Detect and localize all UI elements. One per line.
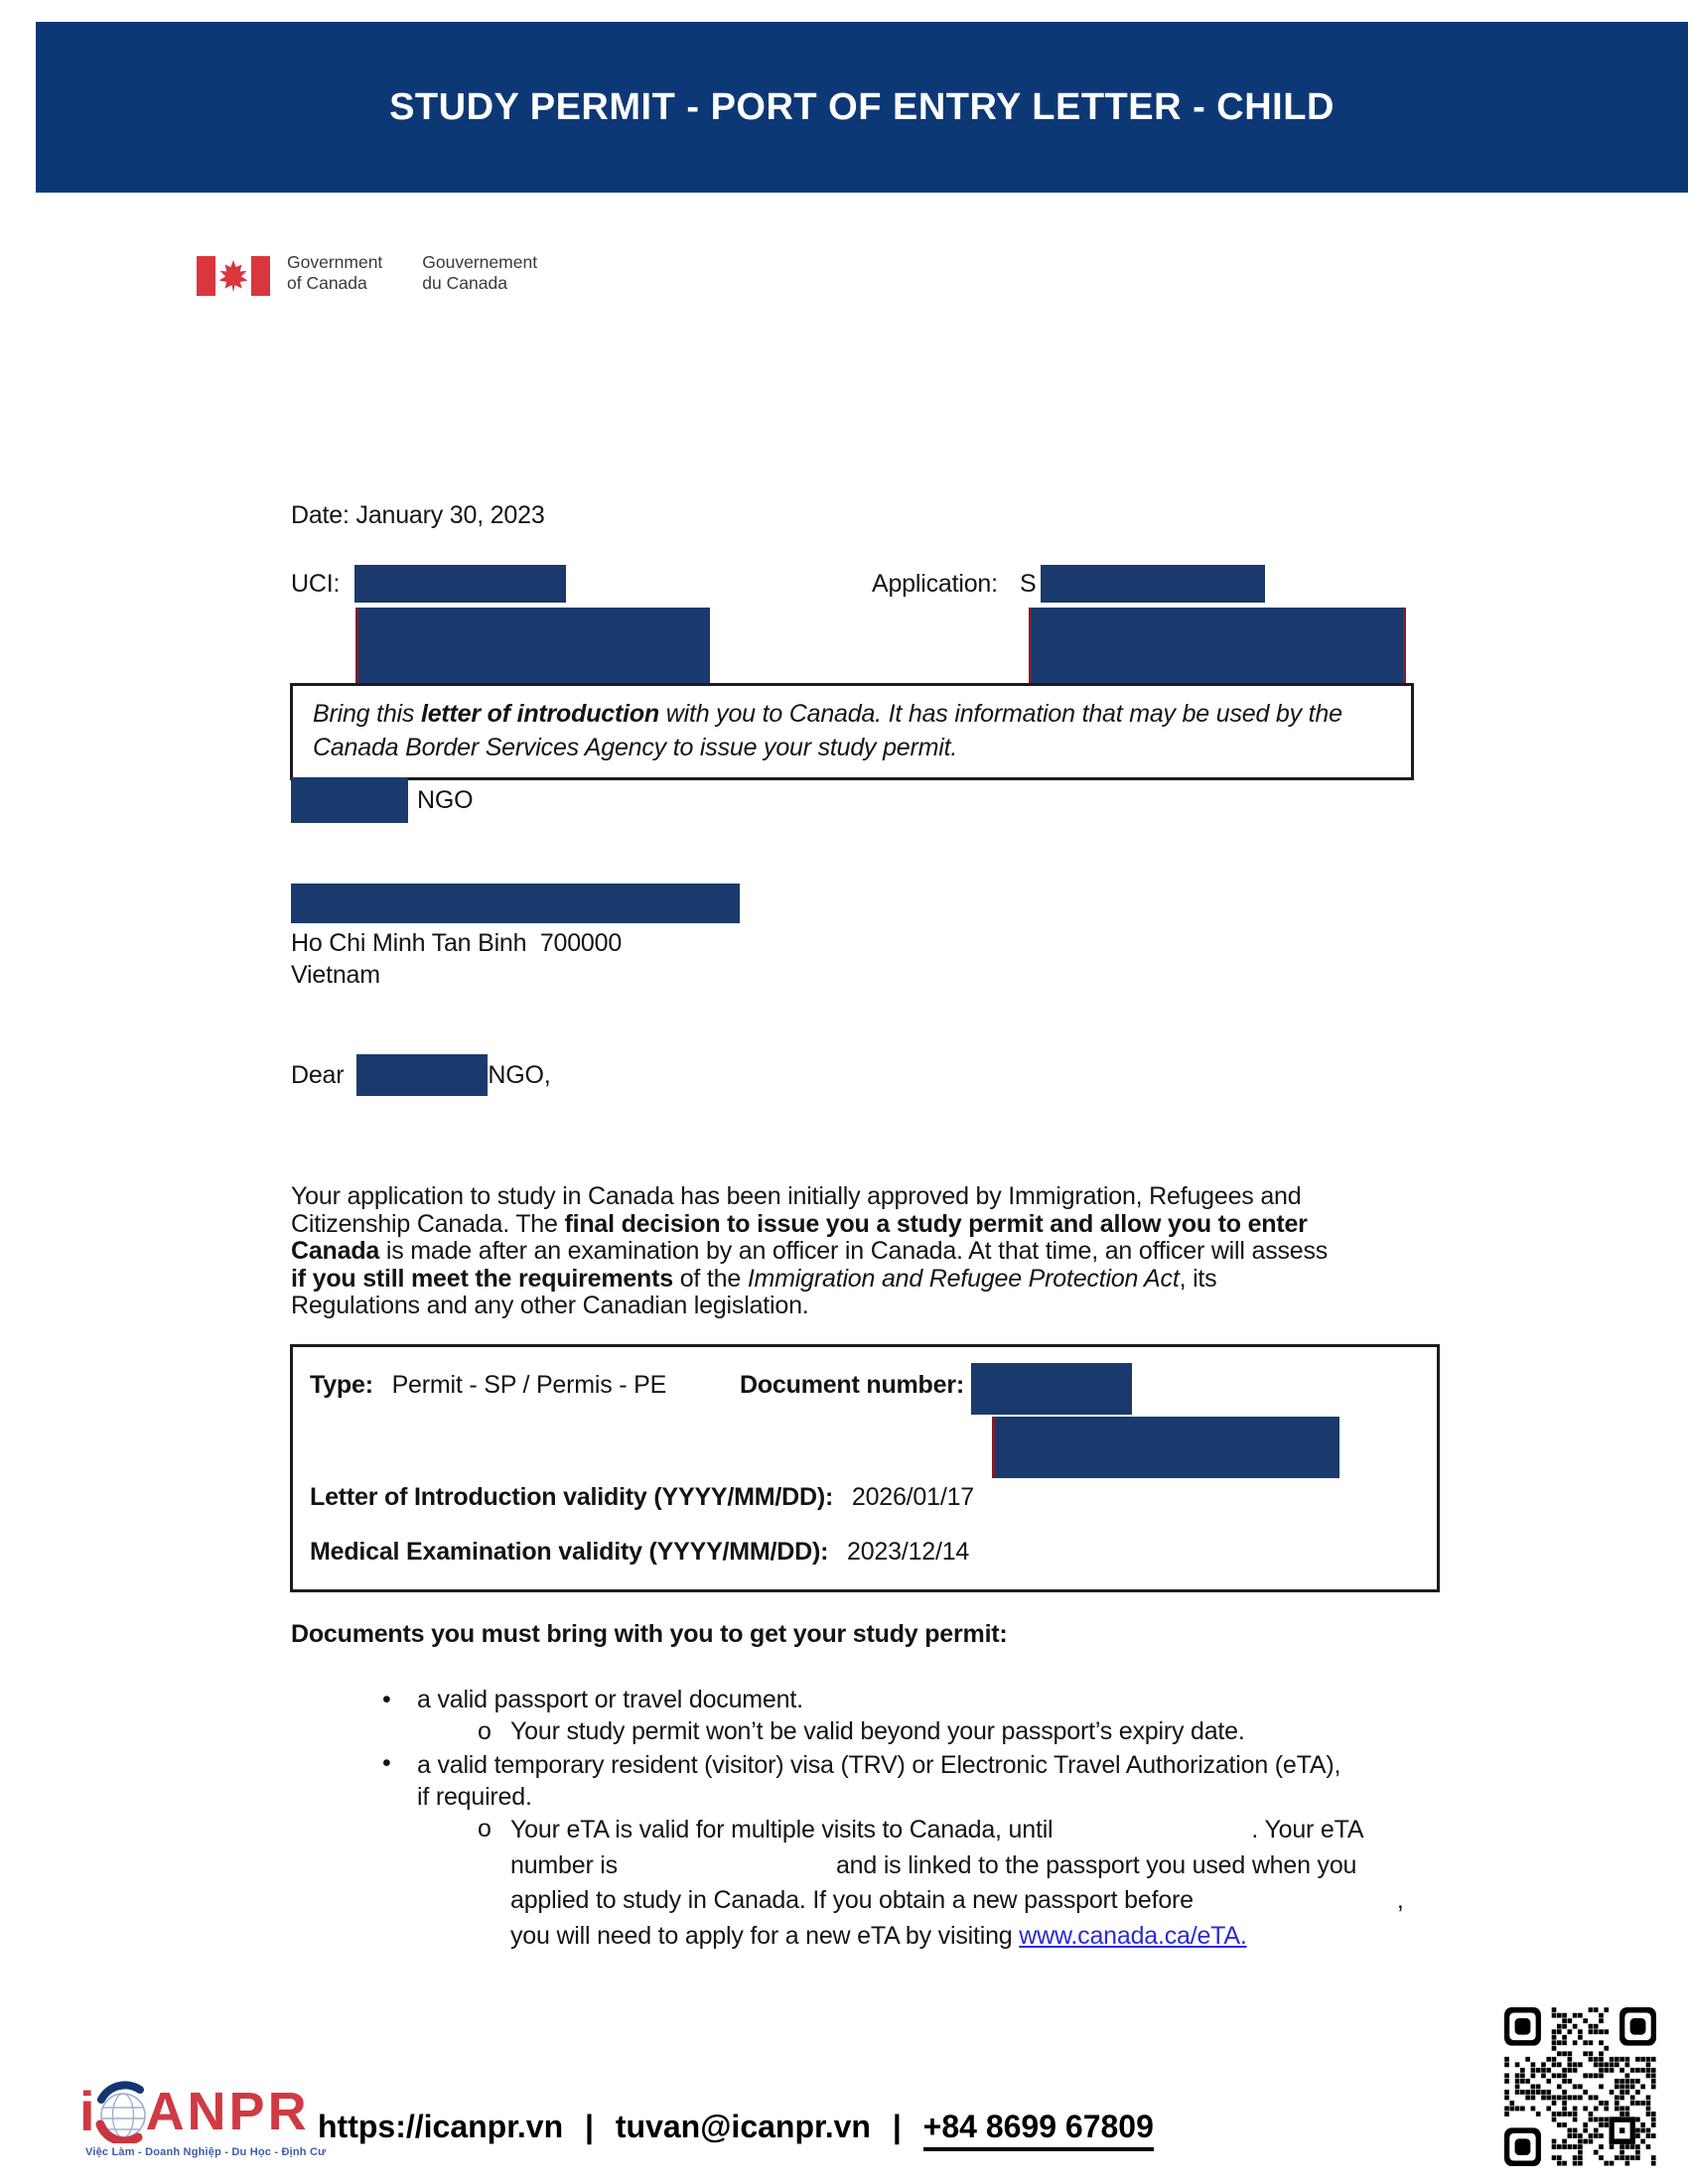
uci-label: UCI:: [291, 570, 341, 598]
globe-icon: [92, 2080, 154, 2143]
application-redaction: [1041, 565, 1265, 603]
date-line: [291, 501, 545, 530]
separator: |: [892, 2109, 902, 2144]
sub-bullet-marker-1: o: [478, 1717, 492, 1745]
recipient-surname: NGO: [417, 785, 474, 814]
logo-letter-i: i: [79, 2080, 95, 2142]
salutation-line: [291, 1052, 550, 1098]
contact-line: [318, 2109, 1154, 2145]
salutation-suffix: NGO,: [488, 1060, 551, 1089]
recipient-name-redaction: [291, 777, 408, 823]
phone-link[interactable]: +84 8699 67809: [923, 2109, 1154, 2151]
document-number-line: [740, 1371, 998, 1400]
canada-eta-link[interactable]: www.canada.ca/eTA.: [1019, 1921, 1247, 1950]
medical-validity-value: 2023/12/14: [847, 1538, 970, 1566]
application-label: Application:: [872, 570, 998, 598]
website-link[interactable]: https://icanpr.vn: [318, 2109, 564, 2144]
header-banner: [36, 22, 1688, 193]
permit-detail-redaction: [992, 1417, 1339, 1478]
uci-detail-redaction: [355, 608, 710, 683]
separator: |: [585, 2109, 594, 2144]
bullet-icon-2: •: [382, 1749, 391, 1777]
email-link[interactable]: tuvan@icanpr.vn: [615, 2109, 871, 2144]
uci-redaction: [354, 565, 566, 603]
permit-details-box: [290, 1344, 1440, 1592]
medical-validity-line: [310, 1538, 969, 1567]
sub-bullet-eta-paragraph: Your eTA is valid for multiple visits to Canada, until . Your eTA number is and is linked to the passport you used when you applied to study in Canada. If you obtain a new passport before , you will need to apply for a new eTA by visiting www.canada.ca/eTA.: [510, 1816, 1404, 1950]
permit-type-line: [310, 1371, 666, 1400]
page-title: STUDY PERMIT - PORT OF ENTRY LETTER - CHILD: [389, 85, 1335, 128]
brand-tagline: Việc Làm - Doanh Nghiệp - Du Học - Định Cư: [85, 2146, 327, 2158]
address-country: Vietnam: [291, 961, 380, 989]
bullet-item-passport: a valid passport or travel document.: [417, 1686, 803, 1713]
gov-wordmark-fr-line1: Gouvernement: [422, 252, 538, 272]
recipient-name-line: [291, 776, 473, 824]
application-number-prefix: S: [1020, 570, 1037, 598]
document-number-redaction: [971, 1363, 1132, 1415]
icanpr-brand-logo: [79, 2079, 310, 2143]
gov-wordmark-en-line1: Government: [287, 252, 383, 272]
address-city-line: Ho Chi Minh Tan Binh 700000: [291, 929, 623, 957]
address-redaction: [291, 884, 740, 923]
documents-heading: Documents you must bring with you to get your study permit:: [291, 1620, 1008, 1648]
canada-flag-icon: [197, 256, 270, 296]
government-of-canada-signature: [197, 252, 537, 296]
bullet-icon-1: •: [382, 1686, 391, 1713]
date-label: Date:: [291, 501, 350, 529]
type-value: Permit - SP / Permis - PE: [391, 1371, 667, 1399]
salutation-prefix: Dear: [291, 1060, 345, 1089]
type-label: Type:: [310, 1371, 373, 1399]
gov-wordmark-fr-line2: du Canada: [422, 273, 507, 293]
gov-wordmark-french: [422, 252, 537, 294]
sub-bullet-passport-expiry: Your study permit won’t be valid beyond your passport’s expiry date.: [510, 1717, 1245, 1745]
qr-code: [1504, 2007, 1656, 2166]
gov-wordmark-english: [287, 252, 382, 294]
application-detail-redaction: [1029, 608, 1406, 683]
salutation-name-redaction: [356, 1054, 488, 1096]
loi-validity-value: 2026/01/17: [851, 1483, 974, 1511]
loi-validity-line: [310, 1483, 974, 1512]
document-number-label: Document number:: [740, 1371, 964, 1399]
intro-paragraph: Your application to study in Canada has been initially approved by Immigration, Refugees and Citizenship Canada. The final decision to issue you a study permit and allow you to enter Canada is made after an examination by an officer in Canada. At that time, an officer will assess if you still meet the requirements of the Immigration and Refugee Protection Act, its Regulations and any other Canadian legislation.: [291, 1182, 1329, 1320]
medical-validity-label: Medical Examination validity (YYYY/MM/DD):: [310, 1538, 829, 1566]
loi-validity-label: Letter of Introduction validity (YYYY/MM/DD):: [310, 1483, 834, 1511]
letter-of-introduction-notice-box: [290, 683, 1414, 780]
sub-bullet-marker-2: o: [478, 1815, 492, 1843]
gov-wordmark-en-line2: of Canada: [287, 273, 367, 293]
date-value: January 30, 2023: [355, 501, 545, 529]
notice-text: Bring this letter of introduction with you to Canada. It has information that may be used by the Canada Border Services Agency to issue your study permit.: [313, 700, 1342, 761]
logo-text-anpr: ANPR: [145, 2081, 310, 2141]
bullet-item-trv-eta: a valid temporary resident (visitor) visa (TRV) or Electronic Travel Authorization (eTA), if required.: [417, 1751, 1341, 1811]
